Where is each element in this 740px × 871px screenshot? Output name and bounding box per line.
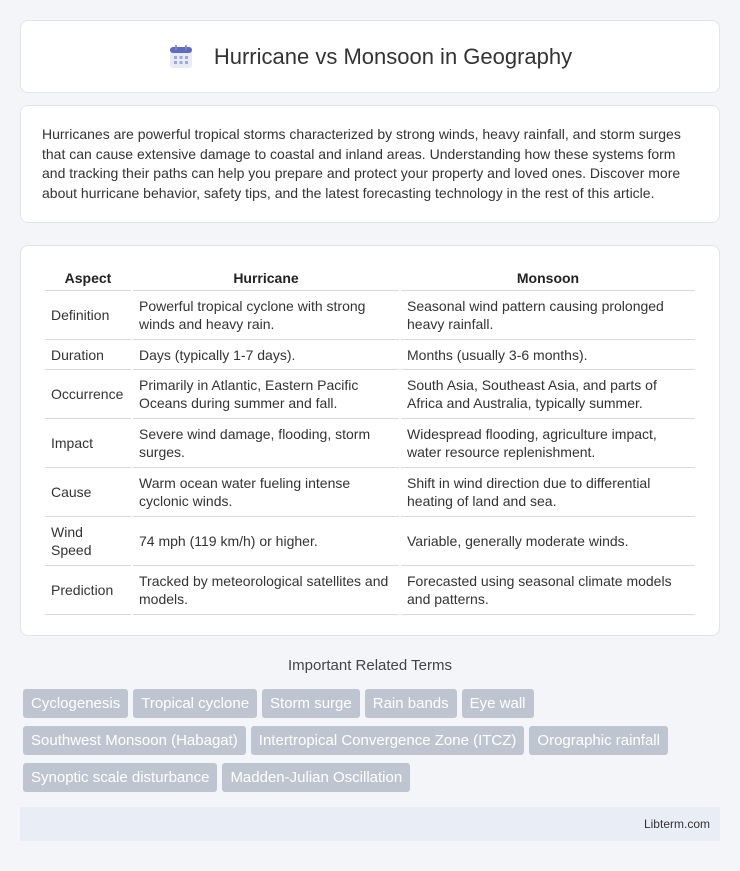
term-tag[interactable]: Storm surge: [262, 689, 360, 718]
term-tag[interactable]: Orographic rainfall: [529, 726, 668, 755]
related-terms-title: Important Related Terms: [288, 657, 452, 674]
intro-card: [20, 105, 720, 223]
aspect-cell: Cause: [45, 468, 131, 517]
monsoon-cell: Variable, generally moderate winds.: [401, 517, 695, 566]
term-tag[interactable]: Intertropical Convergence Zone (ITCZ): [251, 726, 525, 755]
term-tag[interactable]: Madden-Julian Oscillation: [222, 763, 410, 792]
comparison-table: [43, 266, 697, 615]
footer: [20, 807, 720, 841]
term-tag[interactable]: Eye wall: [462, 689, 534, 718]
monsoon-cell: Seasonal wind pattern causing prolonged heavy rainfall.: [401, 291, 695, 340]
monsoon-cell: Months (usually 3-6 months).: [401, 340, 695, 370]
header-monsoon: Monsoon: [401, 266, 695, 291]
term-tag[interactable]: Southwest Monsoon (Habagat): [23, 726, 246, 755]
aspect-cell: Definition: [45, 291, 131, 340]
hurricane-cell: Tracked by meteorological satellites and models.: [133, 566, 399, 615]
intro-text: Hurricanes are powerful tropical storms characterized by strong winds, heavy rainfall, and storm surges that can cause extensive damage to coastal and inland areas. Understanding how these systems form and tracking their paths can help you prepare and protect your property and loved ones. Discover more about hurricane behavior, safety tips, and the latest forecasting technology in the rest of this article.: [42, 126, 681, 201]
aspect-cell: Duration: [45, 340, 131, 370]
header-aspect: Aspect: [45, 266, 131, 291]
header-hurricane: Hurricane: [133, 266, 399, 291]
comparison-card: [20, 245, 720, 636]
table-row: [45, 370, 695, 419]
footer-site-link[interactable]: Libterm.com: [643, 817, 710, 831]
aspect-cell: Prediction: [45, 566, 131, 615]
term-tag[interactable]: Cyclogenesis: [23, 689, 128, 718]
table-row: [45, 517, 695, 566]
aspect-cell: Occurrence: [45, 370, 131, 419]
table-row: [45, 291, 695, 340]
hurricane-cell: 74 mph (119 km/h) or higher.: [133, 517, 399, 566]
table-row: [45, 566, 695, 615]
aspect-cell: Wind Speed: [45, 517, 131, 566]
hurricane-cell: Days (typically 1-7 days).: [133, 340, 399, 370]
term-tag[interactable]: Rain bands: [365, 689, 457, 718]
hurricane-cell: Severe wind damage, flooding, storm surges.: [133, 419, 399, 468]
calendar-icon: [168, 44, 194, 70]
table-row: [45, 340, 695, 370]
page-title: Hurricane vs Monsoon in Geography: [213, 43, 573, 69]
term-tag[interactable]: Tropical cyclone: [133, 689, 257, 718]
hurricane-cell: Powerful tropical cyclone with strong winds and heavy rain.: [133, 291, 399, 340]
header-card: [20, 20, 720, 93]
aspect-cell: Impact: [45, 419, 131, 468]
table-row: [45, 419, 695, 468]
monsoon-cell: Widespread flooding, agriculture impact, water resource replenishment.: [401, 419, 695, 468]
hurricane-cell: Primarily in Atlantic, Eastern Pacific Oceans during summer and fall.: [133, 370, 399, 419]
hurricane-cell: Warm ocean water fueling intense cyclonic winds.: [133, 468, 399, 517]
monsoon-cell: Forecasted using seasonal climate models and patterns.: [401, 566, 695, 615]
related-terms-tags: [23, 689, 723, 800]
monsoon-cell: Shift in wind direction due to differential heating of land and sea.: [401, 468, 695, 517]
term-tag[interactable]: Synoptic scale disturbance: [23, 763, 217, 792]
monsoon-cell: South Asia, Southeast Asia, and parts of Africa and Australia, typically summer.: [401, 370, 695, 419]
table-row: [45, 468, 695, 517]
